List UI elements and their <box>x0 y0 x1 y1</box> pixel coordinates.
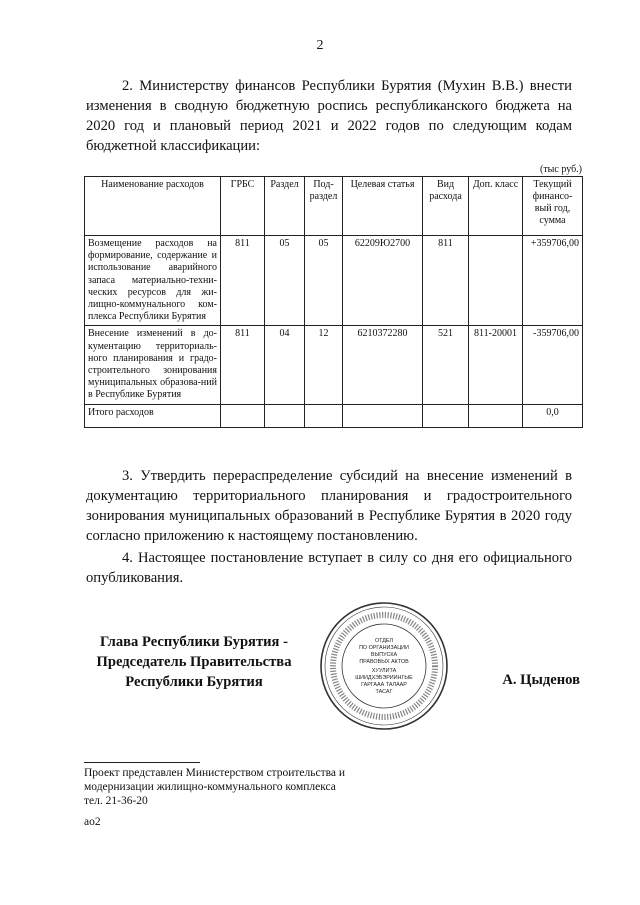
page-number: 2 <box>316 38 324 53</box>
seal-line: ОТДЕЛ <box>374 638 394 644</box>
signer-title-line: Председатель Правительства <box>96 654 292 670</box>
footnote-line: Проект представлен Министерством строительства и <box>84 767 346 779</box>
header-cell: Под-раздел <box>305 177 343 236</box>
signer-name: А. Цыденов <box>502 672 580 688</box>
footnote-divider <box>84 762 200 763</box>
table-total-row <box>85 405 583 428</box>
footnote <box>84 766 345 808</box>
table-cell: 811-20001 <box>469 326 523 405</box>
budget-table <box>84 176 583 428</box>
header-cell: ГРБС <box>221 177 265 236</box>
seal-line: ХУУЛИТА <box>371 668 397 674</box>
paragraph-3: 3. Утвердить перераспределение субсидий на внесение изменений в документацию территориального планирования и градостроительного зонирования муниципальных образований в Республике Бурятия в 2020 году согласно приложению к настоящему постановлению. <box>86 468 572 544</box>
table-header-row <box>85 177 583 236</box>
table-cell: 05 <box>305 236 343 326</box>
table-cell: +359706,00 <box>523 236 583 326</box>
paragraph-2: 2. Министерству финансов Республики Бурятия (Мухин В.В.) внести изменения в сводную бюджетную роспись республиканского бюджета на 2020 год и плановый период 2021 и 2022 годов по следующим кодам бюджетной классификации: <box>86 78 572 154</box>
table-cell: Итого расходов <box>85 405 221 428</box>
table-row <box>85 326 583 405</box>
seal-line: ШИИДХЭБЭРИИНГЫЕ <box>355 675 413 681</box>
seal-line: ТАСАГ <box>375 689 393 695</box>
table-cell: 811 <box>423 236 469 326</box>
footnote-line: тел. 21-36-20 <box>84 795 148 807</box>
table-cell <box>221 405 265 428</box>
table-cell: 811 <box>221 326 265 405</box>
table-cell <box>469 236 523 326</box>
signer-title <box>84 632 304 692</box>
header-cell: Текущий финансо-вый год, сумма <box>523 177 583 236</box>
table-cell: 05 <box>265 236 305 326</box>
seal-line: ПО ОРГАНИЗАЦИИ <box>359 645 409 651</box>
table-cell <box>265 405 305 428</box>
paragraph-4: 4. Настоящее постановление вступает в силу со дня его официального опубликования. <box>86 550 572 586</box>
table-cell: 811 <box>221 236 265 326</box>
table-cell: Возмещение расходов на формирование, содержание и использование аварийного запаса материально-техни-ческих ресурсов для жи-лищно-коммунального ком-плекса Республики Бурятия <box>85 236 221 326</box>
footnote-line: модернизации жилищно-коммунального комплекса <box>84 781 336 793</box>
table-cell: Внесение изменений в до-кументацию территориаль-ного планирования и градо-строительного зонирования муниципальных образова-ний в Республике Бурятия <box>85 326 221 405</box>
header-cell: Наименование расходов <box>85 177 221 236</box>
table-cell: -359706,00 <box>523 326 583 405</box>
header-cell: Раздел <box>265 177 305 236</box>
seal-line: ГАРГААА ТАЛААР <box>361 682 407 688</box>
table-cell: 62209Ю2700 <box>343 236 423 326</box>
table-cell: 6210372280 <box>343 326 423 405</box>
table-cell: 12 <box>305 326 343 405</box>
document-code: ао2 <box>84 816 101 828</box>
table-cell: 521 <box>423 326 469 405</box>
official-seal-icon <box>318 600 450 732</box>
signer-title-line: Глава Республики Бурятия - <box>100 634 288 650</box>
units-label: (тыс руб.) <box>539 164 582 175</box>
table-cell <box>305 405 343 428</box>
table-cell: 0,0 <box>523 405 583 428</box>
table-cell: 04 <box>265 326 305 405</box>
table-cell <box>343 405 423 428</box>
header-cell: Вид расхода <box>423 177 469 236</box>
table-row <box>85 236 583 326</box>
table-cell <box>423 405 469 428</box>
seal-line: ПРАВОВЫХ АКТОВ <box>359 659 409 665</box>
header-cell: Целевая статья <box>343 177 423 236</box>
seal-line: ВЫПУСКА <box>370 652 398 658</box>
header-cell: Доп. класс <box>469 177 523 236</box>
signer-title-line: Республики Бурятия <box>125 674 263 690</box>
table-cell <box>469 405 523 428</box>
